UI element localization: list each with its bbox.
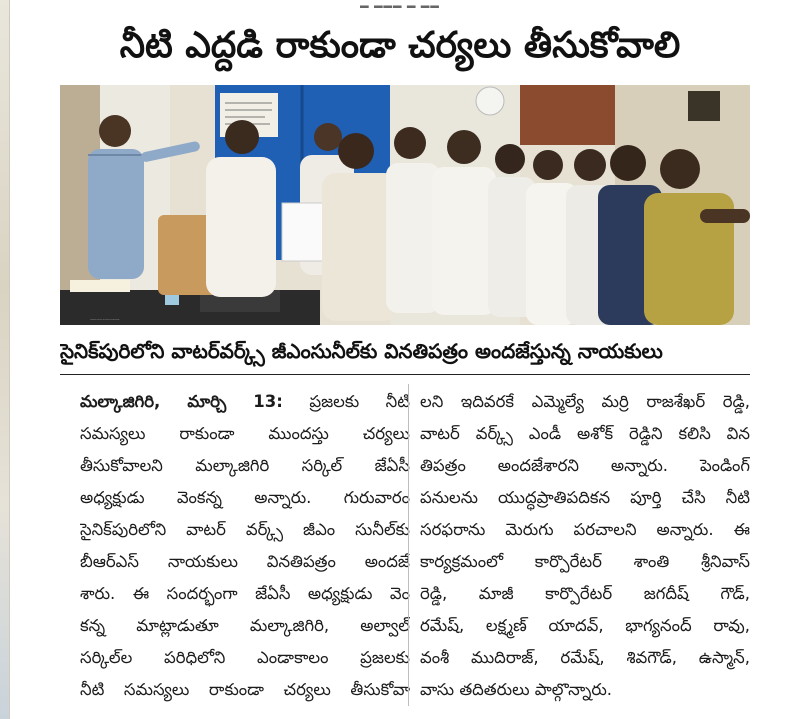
article-line: కార్యక్రమంలో కార్పొరేటర్ శాంతి శ్రీనివాస్ [420, 552, 750, 571]
photo-poster-text: CONSULTATION PRIORITY PEOPLE NEXT SALT INTRODUCED [90, 320, 120, 321]
caption-rule [60, 374, 750, 375]
adjacent-page-edge [0, 0, 10, 719]
article-line: సమస్యలు రాకుండా ముందస్తు చర్యలు [80, 424, 410, 443]
article-line: లని ఇదివరకే ఎమ్మెల్యే మర్రి రాజశేఖర్ రెడ్డి, [420, 392, 750, 411]
headline: నీటి ఎద్దడి రాకుండా చర్యలు తీసుకోవాలి [119, 25, 681, 66]
article-line: పనులను యుద్ధప్రాతిపదికన పూర్తి చేసి నీటి [420, 488, 750, 507]
article-line: శారు. ఈ సందర్భంగా జేఏసీ అధ్యక్షుడు వెం [80, 584, 410, 603]
photo-frame [688, 91, 720, 121]
article-line: సైనిక్‌పురిలోని వాటర్ వర్క్స్ జీఎం సునీల్‌కు [80, 520, 410, 539]
article-line [80, 386, 410, 418]
article-line: తిపత్రం అందజేశారని అన్నారు. పెండింగ్ [420, 456, 750, 475]
article-line: రెడ్డి, మాజీ కార్పొరేటర్ జగదీష్ గౌడ్, [420, 584, 750, 603]
article-line: వాటర్ వర్క్స్ ఎండీ అశోక్ రెడ్డిని కలిసి విన [420, 424, 750, 443]
photo-brown-panel [520, 85, 615, 145]
article-column-left [80, 386, 410, 706]
article-line: అధ్యక్షుడు వెంకన్న అన్నారు. గురువారం [80, 488, 410, 507]
column-divider [408, 384, 409, 706]
article-line: సర్కిల్‌ల పరిధిలోని ఎండాకాలం ప్రజలకు [80, 648, 410, 667]
news-photo [60, 85, 750, 325]
article-line: కన్న మాట్లాడుతూ మల్కాజిగిరి, అల్వాల్ [80, 616, 410, 635]
article-column-right [420, 386, 750, 706]
article-line: వాసు తదితరులు పాల్గొన్నారు. [420, 680, 613, 699]
article-line-text: ప్రజలకు నీటి [309, 392, 410, 411]
article-line: నీటి సమస్యలు రాకుండా చర్యలు తీసుకోవా [80, 680, 410, 699]
clipped-previous-article-text: ▂ ▂▂▂ ▂ ▂▂ [360, 0, 440, 8]
photo-fan [476, 87, 504, 115]
article-line: రమేష్, లక్ష్మణ్ యాదవ్, భాగ్యనంద్ రావు, [420, 616, 750, 635]
article-line: సరఫరాను మెరుగు పరచాలని అన్నారు. ఈ [420, 520, 750, 539]
article-dateline: మల్కాజిగిరి, మార్చి 13: [80, 392, 283, 411]
article-line: వంశీ ముదిరాజ్, రమేష్, శివగౌడ్, ఉస్మాన్, [420, 648, 750, 667]
photo-caption: సైనిక్‌పురిలోని వాటర్‌వర్క్స్ జీఎంసునీల్‌కు వినతిపత్రం అందజేస్తున్న నాయకులు [60, 339, 663, 363]
article-line: తీసుకోవాలని మల్కాజిగిరి సర్కిల్ జేఏసీ [80, 456, 410, 475]
article-line: బీఆర్ఎస్ నాయకులు వినతిపత్రం అందజే [80, 552, 410, 571]
